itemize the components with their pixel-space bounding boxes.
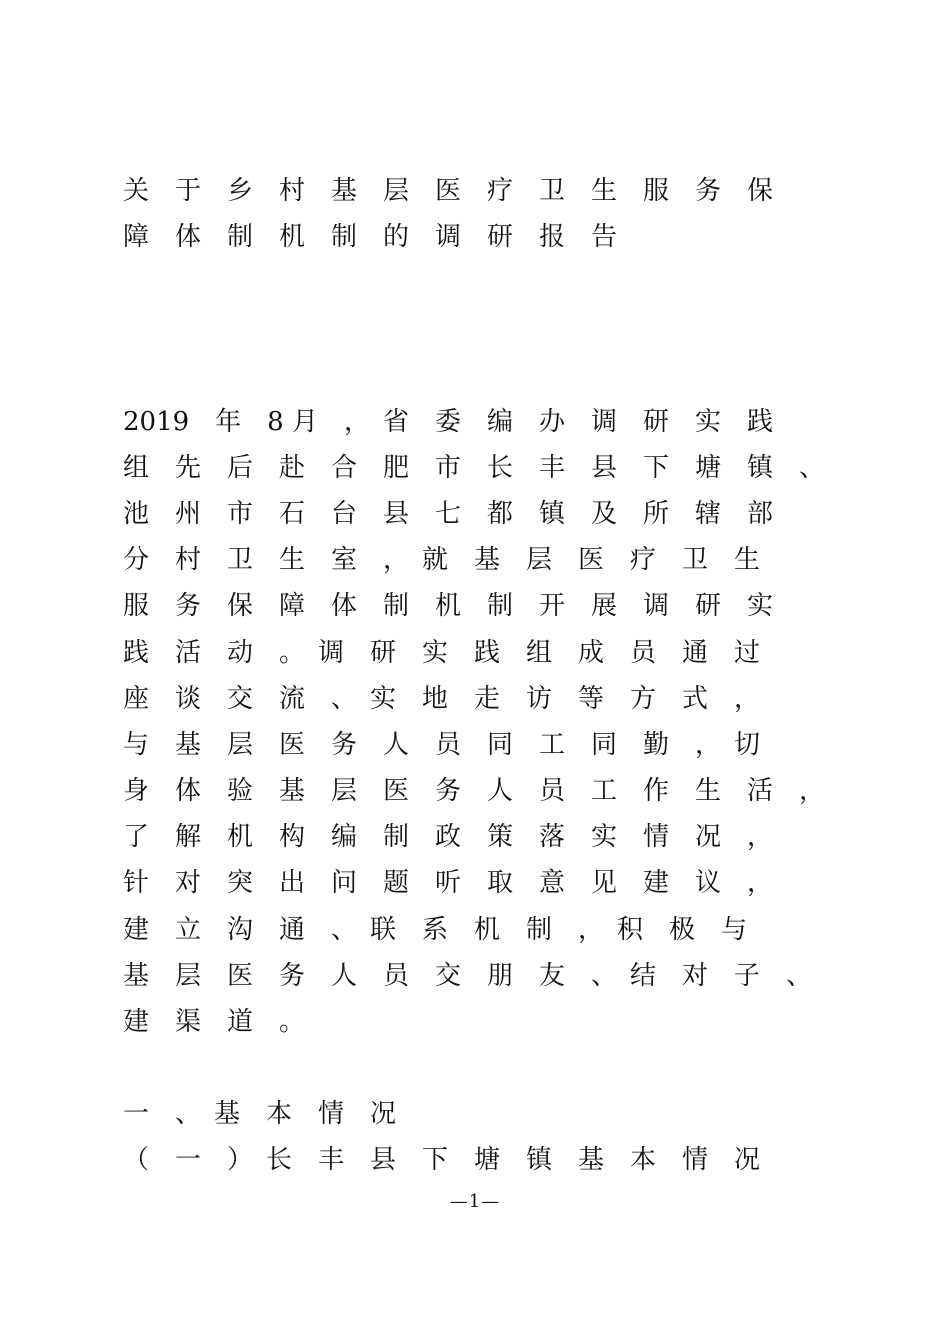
body-line-6: 践 活 动 。 调 研 实 践 组 成 员 通 过	[123, 638, 761, 668]
body-line-7: 座 谈 交 流 、 实 地 走 访 等 方 式 ，	[123, 684, 761, 714]
body-line-9: 身 体 验 基 层 医 务 人 员 工 作 生 活 ，	[123, 776, 826, 806]
body-line-3: 池 州 市 石 台 县 七 都 镇 及 所 辖 部	[123, 499, 774, 529]
body-line-11: 针 对 突 出 问 题 听 取 意 见 建 议 ，	[123, 868, 774, 898]
body-line-2: 组 先 后 赴 合 肥 市 长 丰 县 下 塘 镇 、	[123, 453, 826, 483]
page-number: —1—	[449, 1191, 501, 1212]
title-line-1: 关 于 乡 村 基 层 医 疗 卫 生 服 务 保	[123, 176, 774, 206]
section-heading: 一 、 基 本 情 况	[123, 1099, 397, 1129]
body-line-8: 与 基 层 医 务 人 员 同 工 同 勤 ， 切	[123, 730, 761, 760]
body-line-14: 建 渠 道 。	[123, 1007, 306, 1037]
body-line-12: 建 立 沟 通 、 联 系 机 制 ， 积 极 与	[123, 915, 748, 945]
body-line-10: 了 解 机 构 编 制 政 策 落 实 情 况 ，	[123, 822, 774, 852]
body-line-1: 2019 年 8 月 ， 省 委 编 办 调 研 实 践	[123, 407, 773, 437]
title-line-2: 障 体 制 机 制 的 调 研 报 告	[123, 222, 618, 252]
body-line-5: 服 务 保 障 体 制 机 制 开 展 调 研 实	[123, 591, 774, 621]
body-line-13: 基 层 医 务 人 员 交 朋 友 、 结 对 子 、	[123, 961, 813, 991]
subsection-heading: （ 一 ） 长 丰 县 下 塘 镇 基 本 情 况	[123, 1145, 761, 1175]
body-line-4: 分 村 卫 生 室 ， 就 基 层 医 疗 卫 生	[123, 545, 761, 575]
